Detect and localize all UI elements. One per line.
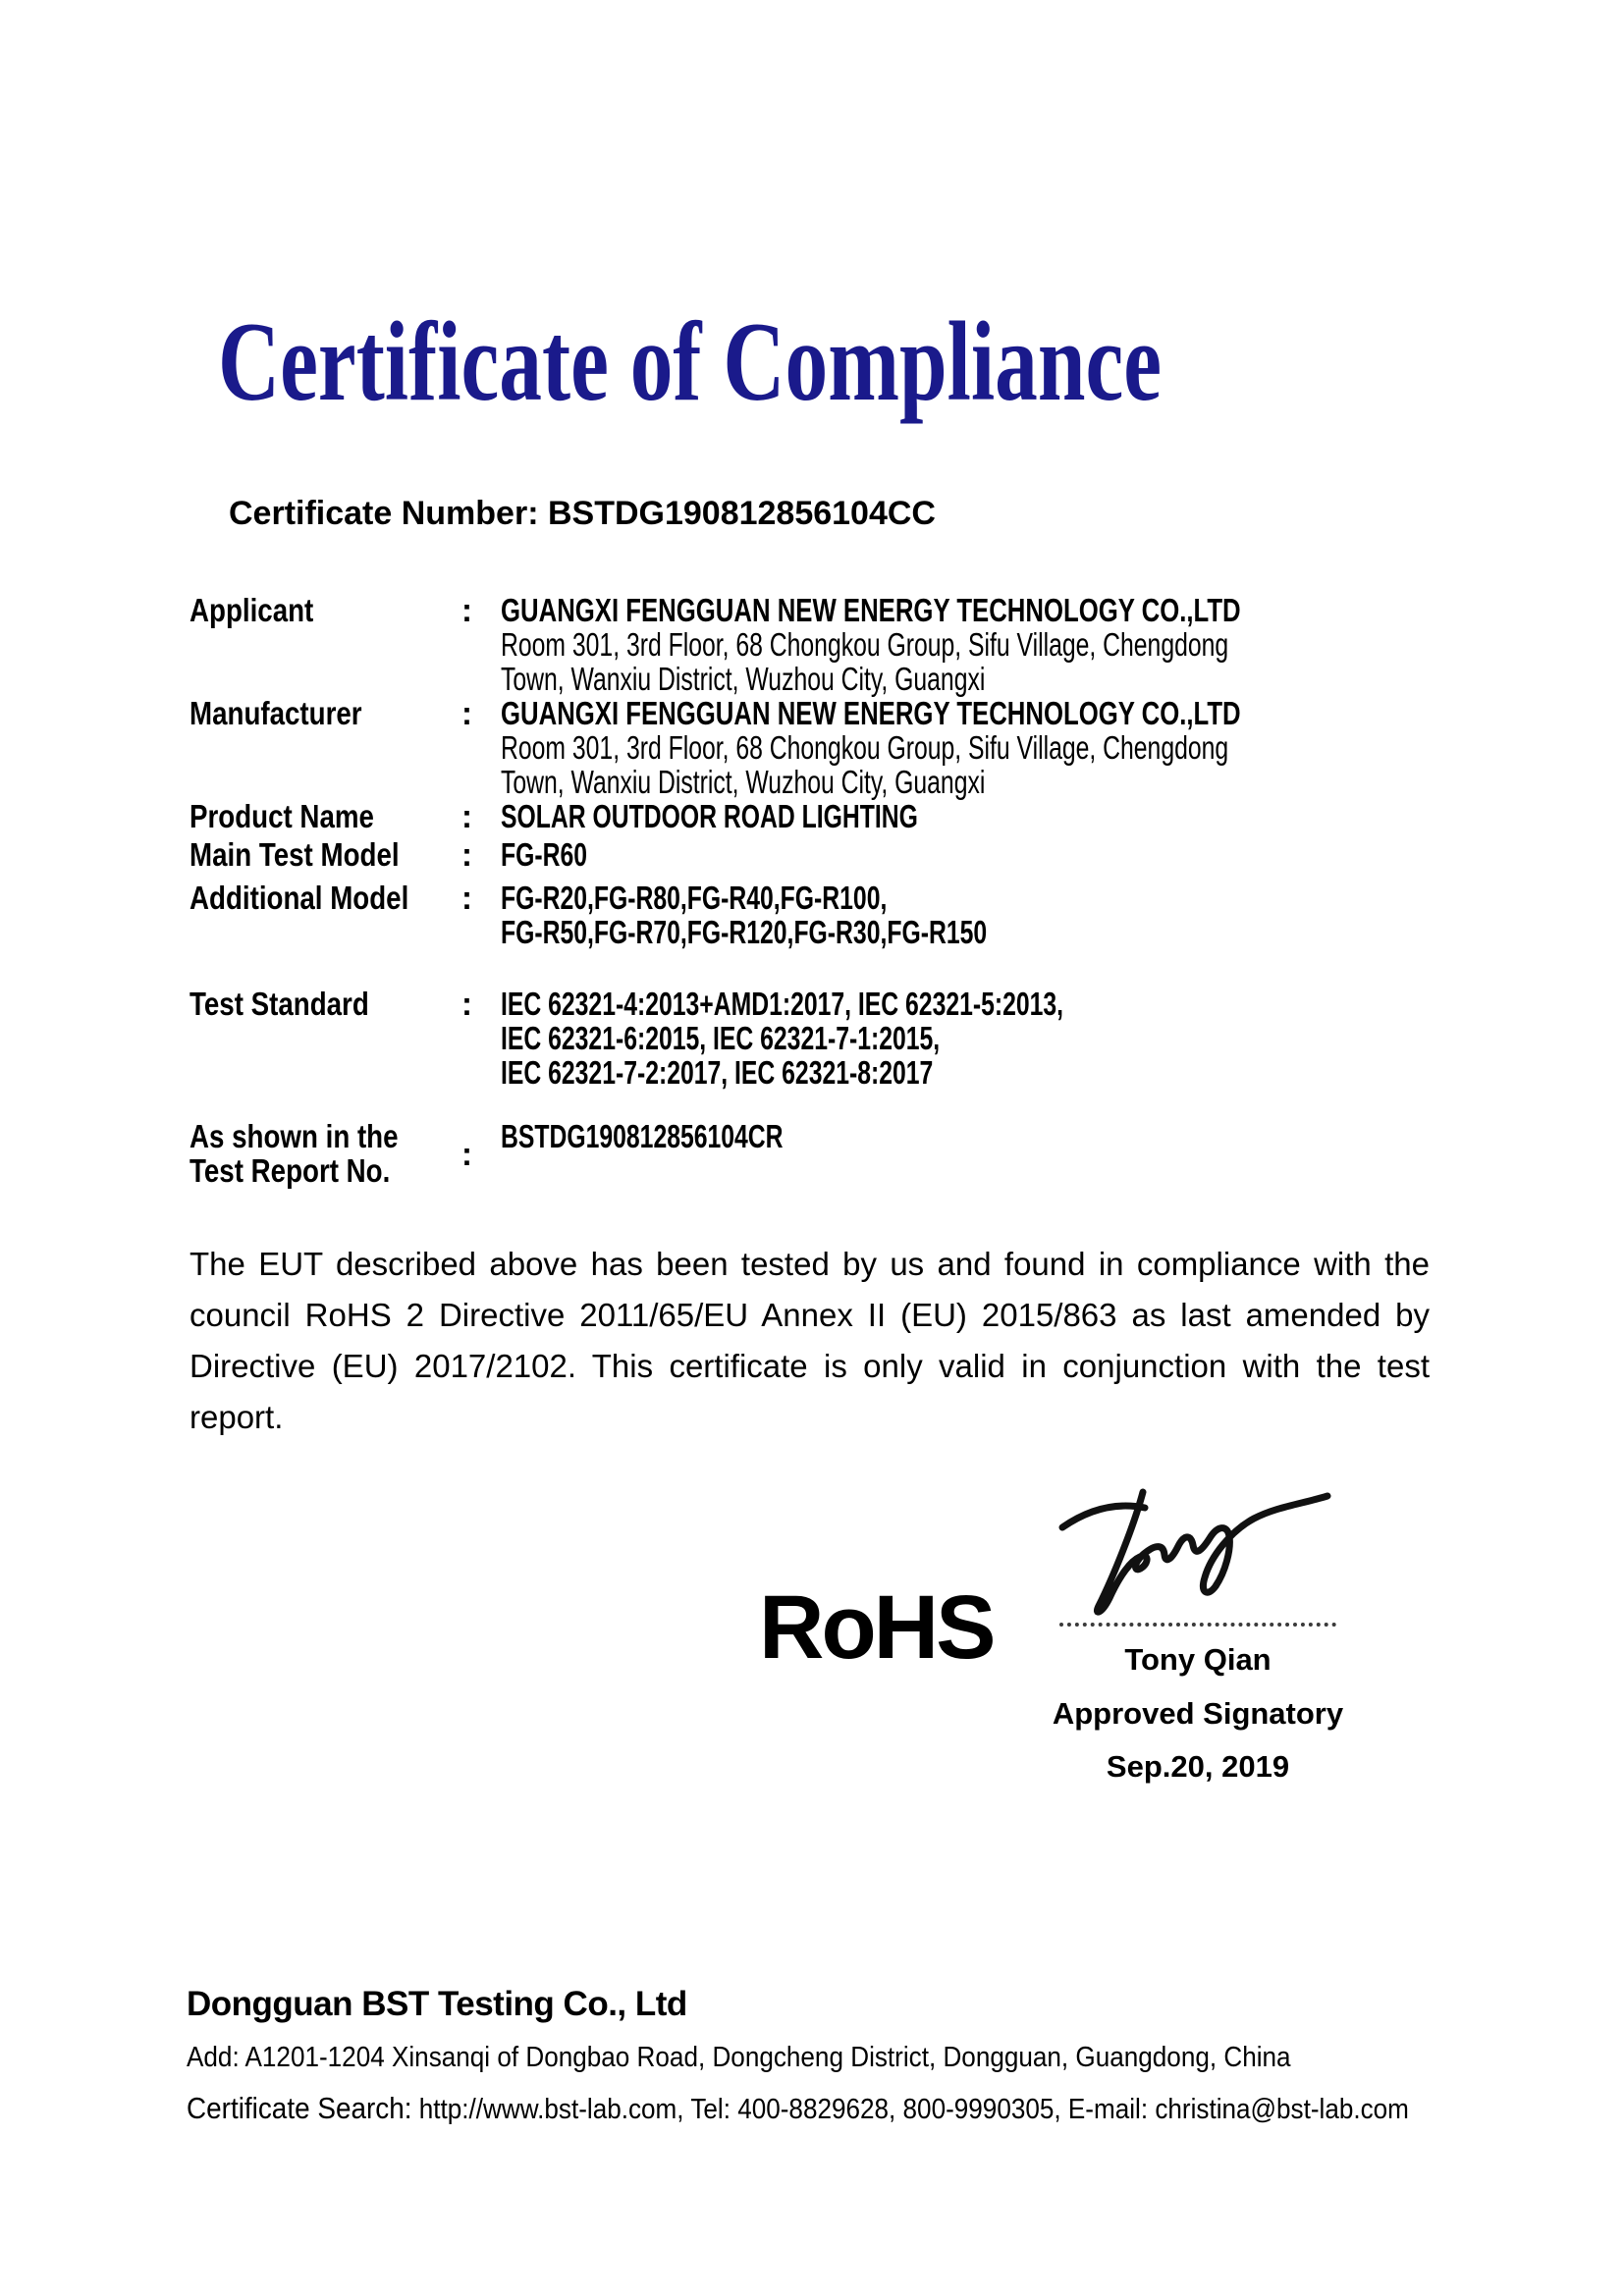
applicant-address-line2: Town, Wanxiu District, Wuzhou City, Guangxi [501,661,986,697]
manufacturer-name: GUANGXI FENGGUAN NEW ENERGY TECHNOLOGY CO.,LTD [501,695,1241,731]
applicant-label: Applicant [189,592,314,628]
field-row-test-standard [189,987,1446,1090]
signatory-role: Approved Signatory [1052,1696,1344,1731]
signature-block [1006,1467,1389,1785]
test-report-label-line1: As shown in the [189,1118,399,1154]
certificate-search-contact: http://www.bst-lab.com, Tel: 400-8829628, 800-9990305, E-mail: christina@bst-lab.com [411,2094,1409,2125]
product-name-label: Product Name [189,798,374,834]
certificate-search-line [187,2091,1409,2126]
certificate-number-value: BSTDG190812856104CC [547,495,936,532]
additional-model-colon: : [461,880,472,916]
product-name-value: SOLAR OUTDOOR ROAD LIGHTING [501,798,918,834]
additional-model-line1: FG-R20,FG-R80,FG-R40,FG-R100, [501,880,888,916]
applicant-address-line1: Room 301, 3rd Floor, 68 Chongkou Group, Sifu Village, Chengdong [501,626,1229,663]
field-row-main-test-model [189,837,1446,872]
certificate-fields [189,593,1446,1188]
field-row-manufacturer [189,696,1446,799]
additional-model-line2: FG-R50,FG-R70,FG-R120,FG-R30,FG-R150 [501,914,988,950]
test-report-label-line2: Test Report No. [189,1152,391,1189]
applicant-name: GUANGXI FENGGUAN NEW ENERGY TECHNOLOGY CO.,LTD [501,592,1241,628]
main-test-model-label: Main Test Model [189,836,400,873]
additional-model-label: Additional Model [189,880,409,916]
manufacturer-address-line1: Room 301, 3rd Floor, 68 Chongkou Group, Sifu Village, Chengdong [501,729,1229,766]
certificate-search-label: Certificate Search: [187,2091,412,2125]
test-standard-label: Test Standard [189,986,369,1022]
lab-company-name: Dongguan BST Testing Co., Ltd [187,1985,687,2023]
test-report-colon: : [461,1135,472,1172]
manufacturer-label: Manufacturer [189,695,362,731]
field-row-product-name [189,799,1446,833]
field-row-applicant [189,593,1446,696]
signatory-name: Tony Qian [1124,1642,1272,1677]
manufacturer-colon: : [461,695,472,731]
certificate-number-label: Certificate Number: [229,495,539,532]
test-report-value: BSTDG190812856104CR [501,1118,784,1154]
manufacturer-address-line2: Town, Wanxiu District, Wuzhou City, Guangxi [501,764,986,800]
statement-line-4: report. [189,1399,284,1435]
signature-date: Sep.20, 2019 [1106,1749,1290,1784]
test-standard-colon: : [461,986,472,1022]
compliance-statement [189,1239,1430,1443]
statement-line-1: The EUT described above has been tested by us and found in compliance with the [189,1246,1430,1282]
product-name-colon: : [461,798,472,834]
statement-line-3: Directive (EU) 2017/2102. This certificate is only valid in conjunction with the test [189,1348,1430,1384]
test-standard-line2: IEC 62321-6:2015, IEC 62321-7-1:2015, [501,1020,941,1056]
main-test-model-value: FG-R60 [501,836,588,873]
signature-dotted-line [1059,1623,1336,1627]
rohs-logo: RoHS [759,1577,994,1678]
certificate-number-line [229,494,936,534]
main-test-model-colon: : [461,836,472,873]
statement-line-2: council RoHS 2 Directive 2011/65/EU Annex II (EU) 2015/863 as last amended by [189,1297,1430,1333]
field-row-additional-model [189,881,1446,949]
test-standard-line1: IEC 62321-4:2013+AMD1:2017, IEC 62321-5:2013, [501,986,1064,1022]
field-row-test-report [189,1119,1446,1188]
page-title: Certificate of Compliance [218,299,1163,424]
lab-address: Add: A1201-1204 Xinsanqi of Dongbao Road, Dongcheng District, Dongguan, Guangdong, China [187,2042,1291,2073]
test-standard-line3: IEC 62321-7-2:2017, IEC 62321-8:2017 [501,1054,934,1091]
applicant-colon: : [461,592,472,628]
signature-handwriting-icon [1051,1467,1345,1619]
